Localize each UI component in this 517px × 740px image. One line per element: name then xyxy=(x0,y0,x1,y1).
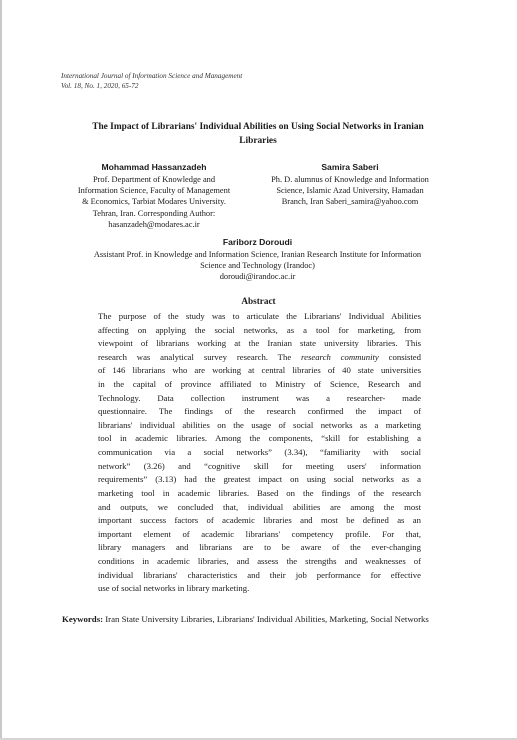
author-affiliation-line: Ph. D. alumnus of Knowledge and Information xyxy=(271,175,429,184)
abstract-line: marketing tool in academic libraries. Based on the findings of the research xyxy=(98,487,421,498)
author-affiliation-line: Branch, Iran Saberi_samira@yahoo.com xyxy=(281,197,419,207)
abstract-line: The purpose of the study was to articulate the Librarians' Individual Abilities xyxy=(98,311,421,321)
author-block xyxy=(60,161,248,230)
abstract-line: network” (3.26) and “cognitive skill for meeting users' information xyxy=(98,460,421,471)
abstract-line: of 146 librarians who are working at central libraries of 40 state universities xyxy=(98,365,421,376)
abstract-line: questionnaire. The findings of the research confirmed the impact of xyxy=(98,406,421,417)
abstract-line: librarians' individual abilities on the usage of social networks as a marketing xyxy=(98,419,421,430)
journal-name: International Journal of Information Science and Management xyxy=(61,72,243,80)
abstract-line: important element of academic librarians' competency profile. For that, xyxy=(98,528,421,539)
author-name: Mohammad Hassanzadeh xyxy=(101,162,207,172)
abstract-line: viewpoint of librarians working at the Iranian state university libraries. This xyxy=(98,338,421,349)
author-affiliation-line: Science, Islamic Azad University, Hamadan xyxy=(276,186,424,196)
author-email: doroudi@irandoc.ac.ir xyxy=(219,272,296,282)
author-block xyxy=(250,161,450,208)
author-name: Samira Saberi xyxy=(321,162,379,172)
paper-title-line: The Impact of Librarians' Individual Abilities on Using Social Networks in Iranian xyxy=(92,122,424,132)
abstract-line: and outputs, we concluded that, individual abilities are among the most xyxy=(98,501,421,512)
abstract-line: conditions in academic libraries, and assess the strengths and weaknesses of xyxy=(98,555,421,566)
abstract-line: individual librarians' characteristics and their job performance for effective xyxy=(98,569,421,580)
paper-title-line: Libraries xyxy=(239,136,277,146)
abstract-line: communication via a social networks” (3.34), “familiarity with social xyxy=(98,447,421,458)
abstract-line: important success factors of academic libraries and most be defined as an xyxy=(98,515,421,526)
abstract-body xyxy=(98,310,421,596)
author-affiliation-line: Science and Technology (Irandoc) xyxy=(200,261,315,271)
keywords xyxy=(62,612,457,626)
journal-volume: Vol. 18, No. 1, 2020, 65-72 xyxy=(61,81,139,90)
author-name: Fariborz Doroudi xyxy=(222,237,293,247)
abstract-line: in the capital of province affiliated to Ministry of Science, Research and xyxy=(98,379,421,390)
journal-header xyxy=(61,72,242,91)
page-left-border xyxy=(0,0,2,740)
abstract-heading: Abstract xyxy=(241,296,276,306)
abstract-line: affecting on applying the social networks, as a tool for marketing, from xyxy=(98,324,421,335)
emphasis-text: research community xyxy=(301,351,379,362)
author-affiliation-line: Information Science, Faculty of Management xyxy=(77,186,231,196)
paper-title xyxy=(62,120,454,148)
abstract-line: library managers and librarians are to be aware of the ever-changing xyxy=(98,542,421,553)
abstract-line: tool in academic libraries. Among the components, “skill for establishing a xyxy=(98,433,421,444)
abstract-line: use of social networks in library marketing. xyxy=(98,583,250,594)
author-email: hasanzadeh@modares.ac.ir xyxy=(108,219,200,229)
abstract-line: research was analytical survey research. The research community consisted xyxy=(98,351,421,362)
author-affiliation-line: & Economics, Tarbiat Modares University. xyxy=(82,197,226,207)
author-affiliation-line: Prof. Department of Knowledge and xyxy=(92,175,216,184)
keywords-text: Iran State University Libraries, Librarians' Individual Abilities, Marketing, Social Networks xyxy=(103,614,429,624)
keywords-label: Keywords: xyxy=(62,614,104,624)
author-affiliation-line: Assistant Prof. in Knowledge and Information Science, Iranian Research Institute for Information xyxy=(93,250,422,259)
abstract-line: requirements” (3.13) had the greatest impact on using social networks as a xyxy=(98,474,421,485)
author-block xyxy=(60,236,455,283)
abstract-line: Technology. Data collection instrument was a researcher- made xyxy=(98,392,421,403)
author-affiliation-line: Tehran, Iran. Corresponding Author: xyxy=(92,208,216,218)
